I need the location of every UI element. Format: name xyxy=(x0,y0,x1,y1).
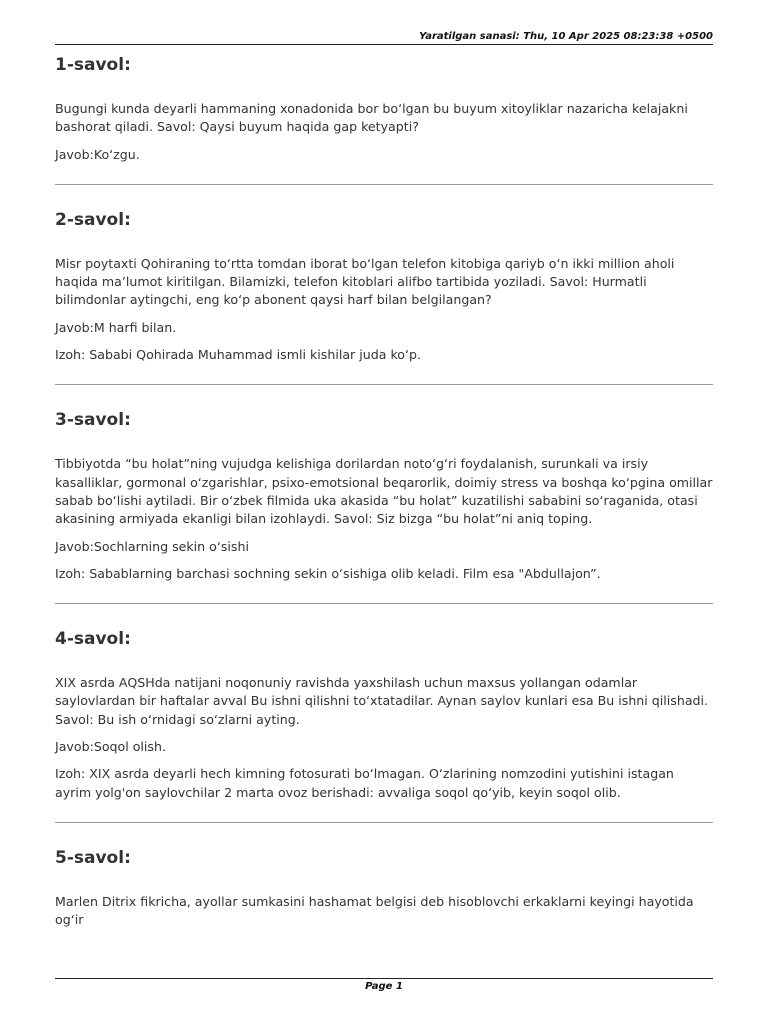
question-3 xyxy=(55,385,713,604)
question-4 xyxy=(55,604,713,823)
question-body xyxy=(55,100,713,164)
question-2 xyxy=(55,185,713,385)
question-text: XIX asrda AQSHda natijani noqonuniy ravishda yaxshilash uchun maxsus yollangan odamlar saylovlardan bir haftalar avval Bu ishni qilishni to‘xtatadilar. Aynan saylov kunlari esa Bu ishni qilishadi. Savol: Bu ish o‘rnidagi so‘zlarni ayting. xyxy=(55,675,709,727)
question-note: Izoh: XIX asrda deyarli hech kimning fotosurati bo‘lmagan. O‘zlarining nomzodini yutishini istagan ayrim yolg'on saylovchilar 2 marta ovoz berishadi: avvaliga soqol qo‘yib, keyin soqol olib. xyxy=(55,766,674,800)
question-text: Misr poytaxti Qohiraning to‘rtta tomdan iborat bo‘lgan telefon kitobiga qariyb o‘n ikki million aholi haqida ma’lumot kiritilgan. Bilamizki, telefon kitoblari alifbo tartibida yoziladi. Savol: Hurmatli bilimdonlar aytingchi, eng ko‘p abonent qaysi harf bilan belgilangan? xyxy=(55,255,675,308)
question-text: Marlen Ditrix fikricha, ayollar sumkasini hashamat belgisi deb hisoblovchi erkaklarni keyingi hayotida og‘ir xyxy=(55,893,694,928)
question-1 xyxy=(55,54,713,185)
page-number: Page 1 xyxy=(365,981,403,992)
question-list xyxy=(55,48,713,939)
question-body xyxy=(55,455,713,583)
question-title: 2-savol: xyxy=(55,209,131,230)
footer-divider xyxy=(55,978,713,979)
question-title: 3-savol: xyxy=(55,410,131,431)
question-note: Izoh: Sabablarning barchasi sochning sekin o‘sishiga olib keladi. Film esa "Abdullajon”. xyxy=(55,565,601,581)
question-answer: Javob:Soqol olish. xyxy=(55,739,166,755)
question-text: Bugungi kunda deyarli hammaning xonadonida bor bo‘lgan bu buyum xitoyliklar nazaricha kelajakni bashorat qiladi. Savol: Qaysi buyum haqida gap ketyapti? xyxy=(55,101,688,135)
header-divider xyxy=(55,44,713,45)
question-text: Tibbiyotda “bu holat”ning vujudga kelishiga dorilardan noto‘g‘ri foydalanish, surunkali va irsiy kasalliklar, gormonal o‘zgarishlar, psixo-emotsional beqarorlik, doimiy stress va boshqa ko‘pgina omillar sabab bo‘lishi aytiladi. Bir o‘zbek filmida uka akasida “bu holat” kuzatilishi sababini so‘raganida, otasi akasining armiyada ekanligi bilan izohlaydi. Savol: Siz bizga “bu holat”ni aniq toping. xyxy=(55,456,713,527)
question-body xyxy=(55,255,713,364)
question-title: 4-savol: xyxy=(55,629,131,650)
question-answer: Javob:Sochlarning sekin o‘sishi xyxy=(55,538,249,554)
question-note: Izoh: Sababi Qohirada Muhammad ismli kishilar juda ko‘p. xyxy=(55,347,421,363)
question-answer: Javob:Ko‘zgu. xyxy=(55,146,140,162)
question-5 xyxy=(55,823,713,930)
question-answer: Javob:M harfi bilan. xyxy=(55,319,177,335)
question-body xyxy=(55,674,713,802)
question-title: 5-savol: xyxy=(55,847,131,868)
question-body xyxy=(55,893,713,930)
generated-date: Yaratilgan sanasi: Thu, 10 Apr 2025 08:23:38 +0500 xyxy=(419,31,713,42)
question-title: 1-savol: xyxy=(55,55,131,75)
